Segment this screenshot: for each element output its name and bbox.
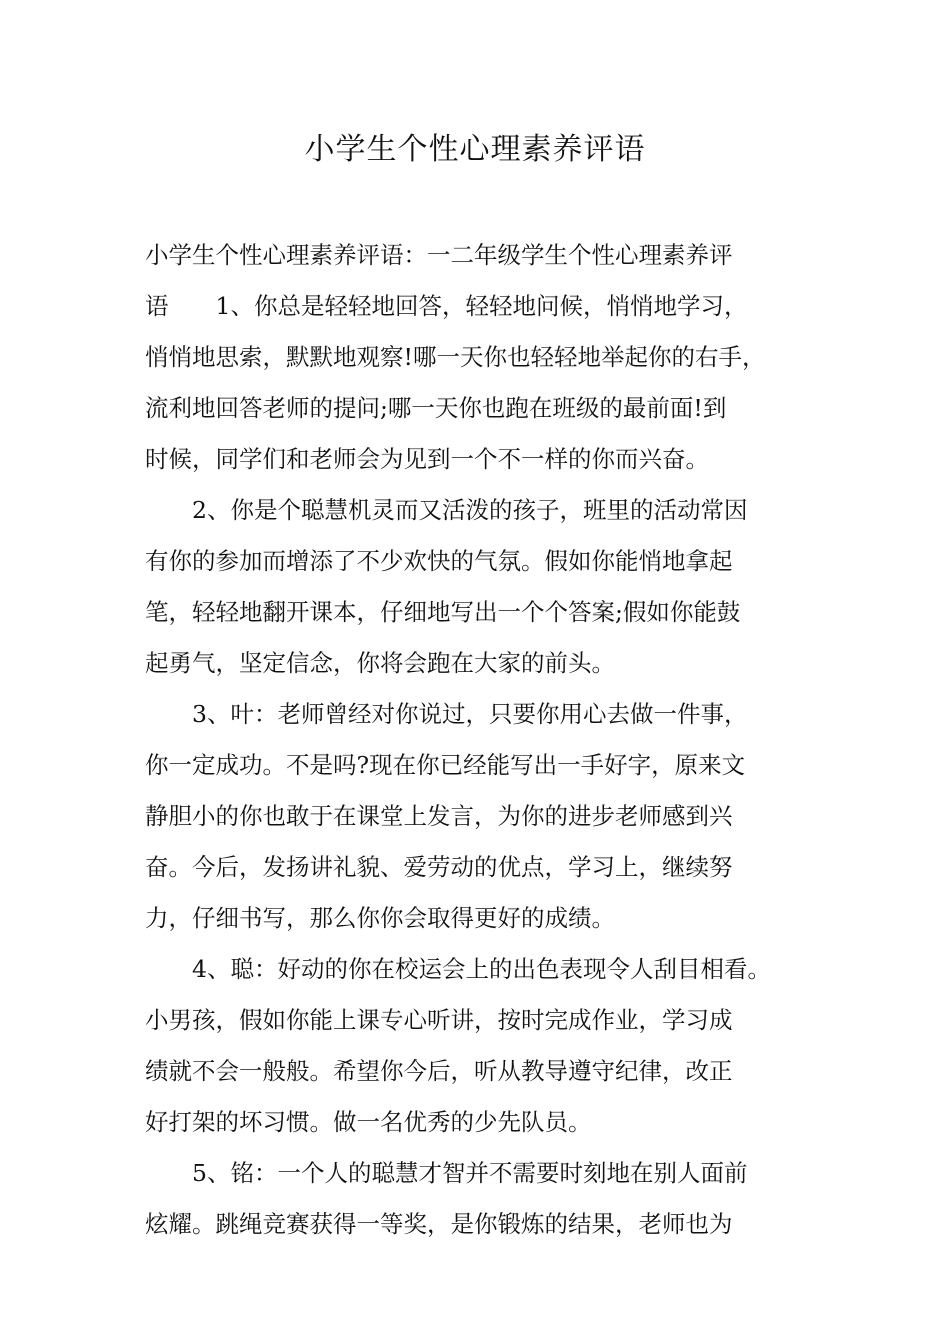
text-line: 悄悄地思索，默默地观察!哪一天你也轻轻地举起你的右手， xyxy=(145,343,766,371)
text-line: 炫耀。跳绳竞赛获得一等奖，是你锻炼的结果，老师也为 xyxy=(145,1210,733,1238)
text-line: 流利地回答老师的提问;哪一天你也跑在班级的最前面!到 xyxy=(145,394,727,422)
text-line: 起勇气，坚定信念，你将会跑在大家的前头。 xyxy=(145,649,615,677)
text-line: 2、你是个聪慧机灵而又活泼的孩子，班里的活动常因 xyxy=(145,496,748,524)
text-line: 奋。今后，发扬讲礼貌、爱劳动的优点，学习上，继续努 xyxy=(145,853,733,881)
text-line: 小男孩，假如你能上课专心听讲，按时完成作业，学习成 xyxy=(145,1006,733,1034)
text-line: 5、铭：一个人的聪慧才智并不需要时刻地在别人面前 xyxy=(145,1159,748,1187)
text-line: 时候，同学们和老师会为见到一个不一样的你而兴奋。 xyxy=(145,445,709,473)
text-line: 绩就不会一般般。希望你今后，听从教导遵守纪律，改正 xyxy=(145,1057,733,1085)
text-line: 3、叶：老师曾经对你说过，只要你用心去做一件事， xyxy=(145,700,748,728)
text-line: 笔，轻轻地翻开课本，仔细地写出一个个答案;假如你能鼓 xyxy=(145,598,741,626)
text-line: 有你的参加而增添了不少欢快的气氛。假如你能悄地拿起 xyxy=(145,547,733,575)
text-line: 力，仔细书写，那么你你会取得更好的成绩。 xyxy=(145,904,615,932)
text-line: 小学生个性心理素养评语：一二年级学生个性心理素养评 xyxy=(145,241,733,269)
document-body xyxy=(145,230,810,1250)
text-line: 4、聪：好动的你在校运会上的出色表现令人刮目相看。 xyxy=(145,955,771,983)
document-title: 小学生个性心理素养评语 xyxy=(304,132,646,167)
text-line: 静胆小的你也敢于在课堂上发言，为你的进步老师感到兴 xyxy=(145,802,733,830)
text-line: 你一定成功。不是吗?现在你已经能写出一手好字，原来文 xyxy=(145,751,746,779)
text-line: 语 1、你总是轻轻地回答，轻轻地问候，悄悄地学习， xyxy=(145,292,748,320)
text-line: 好打架的坏习惯。做一名优秀的少先队员。 xyxy=(145,1108,592,1136)
